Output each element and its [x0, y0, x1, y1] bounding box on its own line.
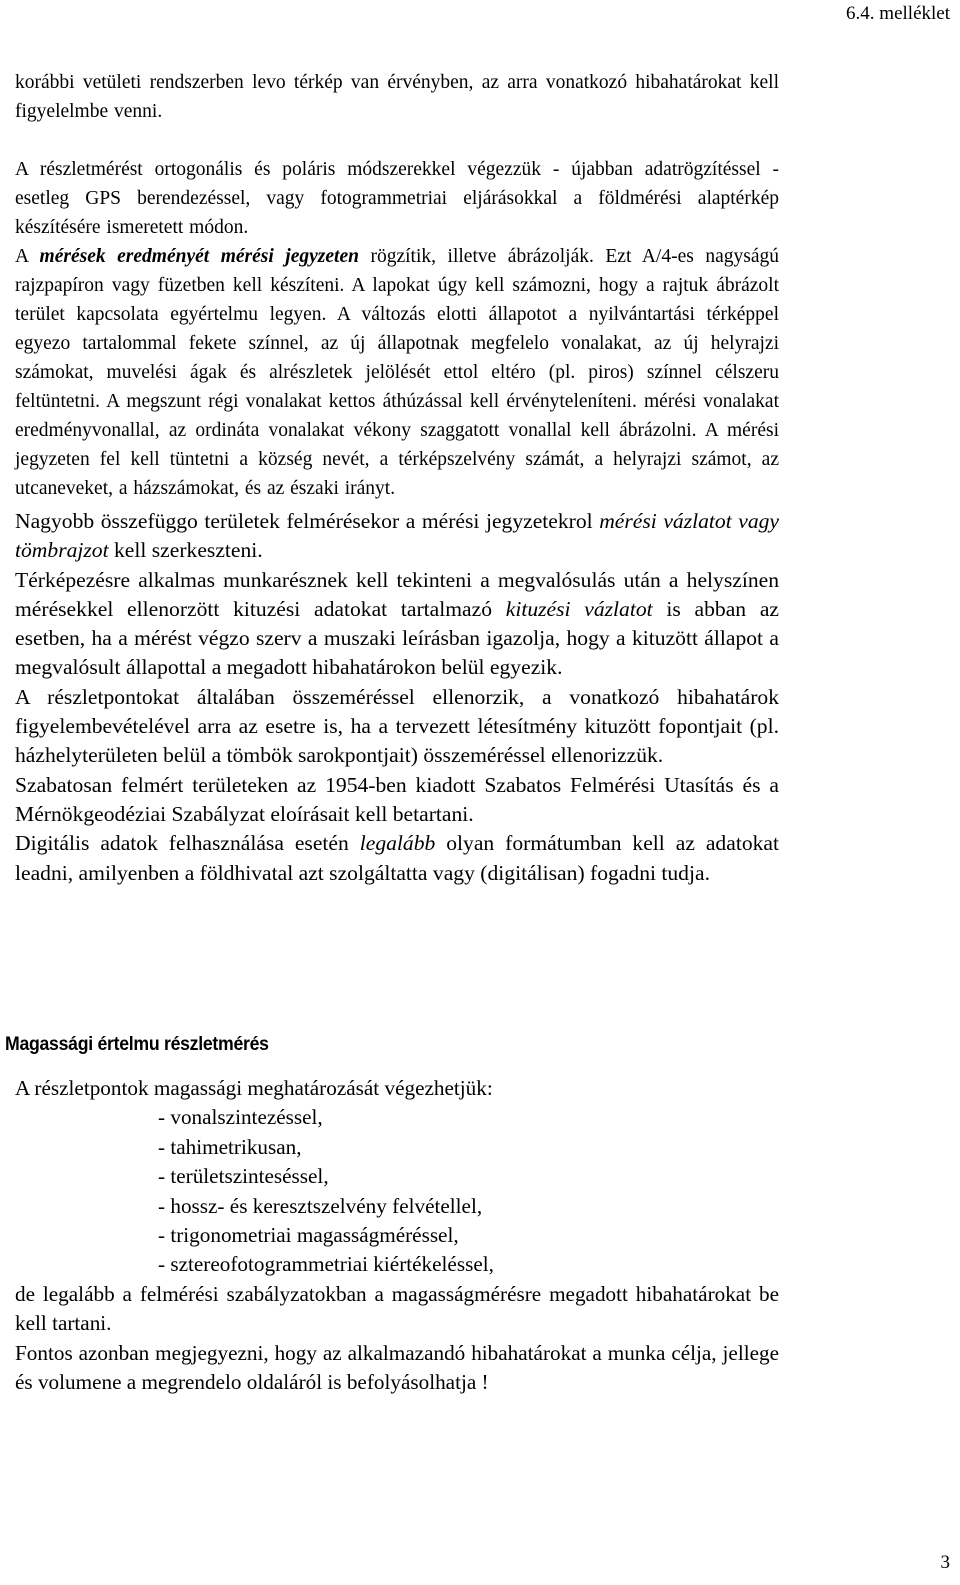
list-item: - területszinteséssel, [158, 1164, 329, 1189]
paragraph-6: A részletpontokat általában összeméréssel ellenorzik, a vonatkozó hibahatárok figyelembevételével arra az esetre is, ha a tervezett létesítmény kituzött fopontjait (pl. házhelyterületen belül a tömbök sarokpontjait) összeméréssel ellenorizzük. [15, 684, 779, 768]
section-paragraph-1: de legalább a felmérési szabályzatokban a magasságmérésre megadott hibahatárokat be kell tartani. [15, 1281, 779, 1336]
document-body [15, 68, 779, 888]
paragraph-8 [15, 829, 779, 888]
paragraph-4 [15, 507, 779, 566]
paragraph-8-start: Digitális adatok felhasználása esetén [15, 831, 360, 856]
paragraph-2: A részletmérést ortogonális és poláris módszerekkel végezzük - újabban adatrögzítéssel - esetleg GPS berendezéssel, vagy fotogrammetriai eljárásokkal a földmérési alaptérkép készítésére ismeretett módon. [15, 159, 779, 238]
paragraph-7: Szabatosan felmért területeken az 1954-ben kiadott Szabatos Felmérési Utasítás és a Mérnökgeodéziai Szabályzat eloírásait kell betartani. [15, 772, 779, 826]
list-item: - sztereofotogrammetriai kiértékeléssel, [158, 1252, 494, 1277]
paragraph-3-emphasis: mérések eredményét mérési jegyzeten [39, 246, 359, 267]
section-paragraph-2: Fontos azonban megjegyezni, hogy az alkalmazandó hibahatárokat a munka célja, jellege és volumene a megrendelo oldaláról is befolyásolhatja ! [15, 1340, 779, 1395]
paragraph-8-rest: olyan formátumban kell az adatokat leadni, amilyenben a földhivatal azt szolgáltatta vagy (digitálisan) fogadni tudja. [15, 831, 779, 885]
page-header-label: 6.4. melléklet [846, 3, 950, 24]
method-list [15, 1103, 779, 1279]
section-body [15, 1074, 779, 1397]
paragraph-8-emphasis: legalább [359, 831, 436, 856]
paragraph-4-rest: kell szerkeszteni. [108, 538, 263, 563]
list-item: - vonalszintezéssel, [158, 1105, 323, 1130]
page-number: 3 [940, 1552, 950, 1573]
paragraph-4-emphasis: mérési vázlatot vagy tömbrajzot [15, 509, 779, 563]
paragraph-4-start: Nagyobb összefüggo területek felmérésekor a mérési jegyzetekrol [15, 509, 600, 533]
paragraph-1: korábbi vetületi rendszerben levo térkép van érvényben, az arra vonatkozó hibahatárokat kell figyelelmbe venni. [15, 72, 779, 122]
paragraph-5-start: Térképezésre alkalmas munkarésznek kell tekinteni a megvalósulás után a helyszínen mérésekkel ellenorzött kituzési adatokat tartalmazó [15, 567, 779, 621]
list-item: - tahimetrikusan, [158, 1134, 302, 1159]
paragraph-3-rest: rögzítik, illetve ábrázolják. Ezt A/4-es nagyságú rajzpapíron vagy füzetben kell készíteni. A lapokat úgy kell számozni, hogy a rajtuk ábrázolt terület kapcsolata egyértelmu legyen. A változás elotti állapotot a nyilvántartási térképpel egyezo tartalommal fekete színnel, az új állapotnak megfelelo vonalakat, az új helyrajzi számokat, muvelési ágak és alrészletek jelölését ettol eltéro (pl. piros) színnel célszeru feltüntetni. A megszunt régi vonalakat kettos áthúzással kell érvényteleníteni. mérési vonalakat eredményvonallal, az ordináta vonalakat vékony szaggatott vonallal kell ábrázolni. A mérési jegyzeten fel kell tüntetni a község nevét, a térképszelvény számát, a helyrajzi számot, az utcaneveket, a házszámokat, és az északi irányt. [15, 246, 779, 499]
large-text-block [15, 507, 779, 888]
paragraph-3 [15, 242, 779, 503]
paragraph-5-rest: is abban az esetben, ha a mérést végzo szerv a muszaki leírásban igazolja, hogy a kituzött állapot a megvalósult állapottal a megadott hibahatárokon belül egyezik. [15, 596, 779, 680]
list-item: - trigonometriai magasságméréssel, [158, 1223, 459, 1248]
paragraph-5-emphasis: kituzési vázlatot [505, 596, 653, 621]
section-heading: Magassági értelmu részletmérés [5, 1034, 269, 1055]
paragraph-5 [15, 566, 779, 683]
list-item: - hossz- és keresztszelvény felvétellel, [158, 1193, 483, 1218]
paragraph-3-start: A [15, 246, 40, 267]
small-text-block [15, 68, 779, 503]
section-intro: A részletpontok magassági meghatározását végezhetjük: [15, 1076, 493, 1100]
